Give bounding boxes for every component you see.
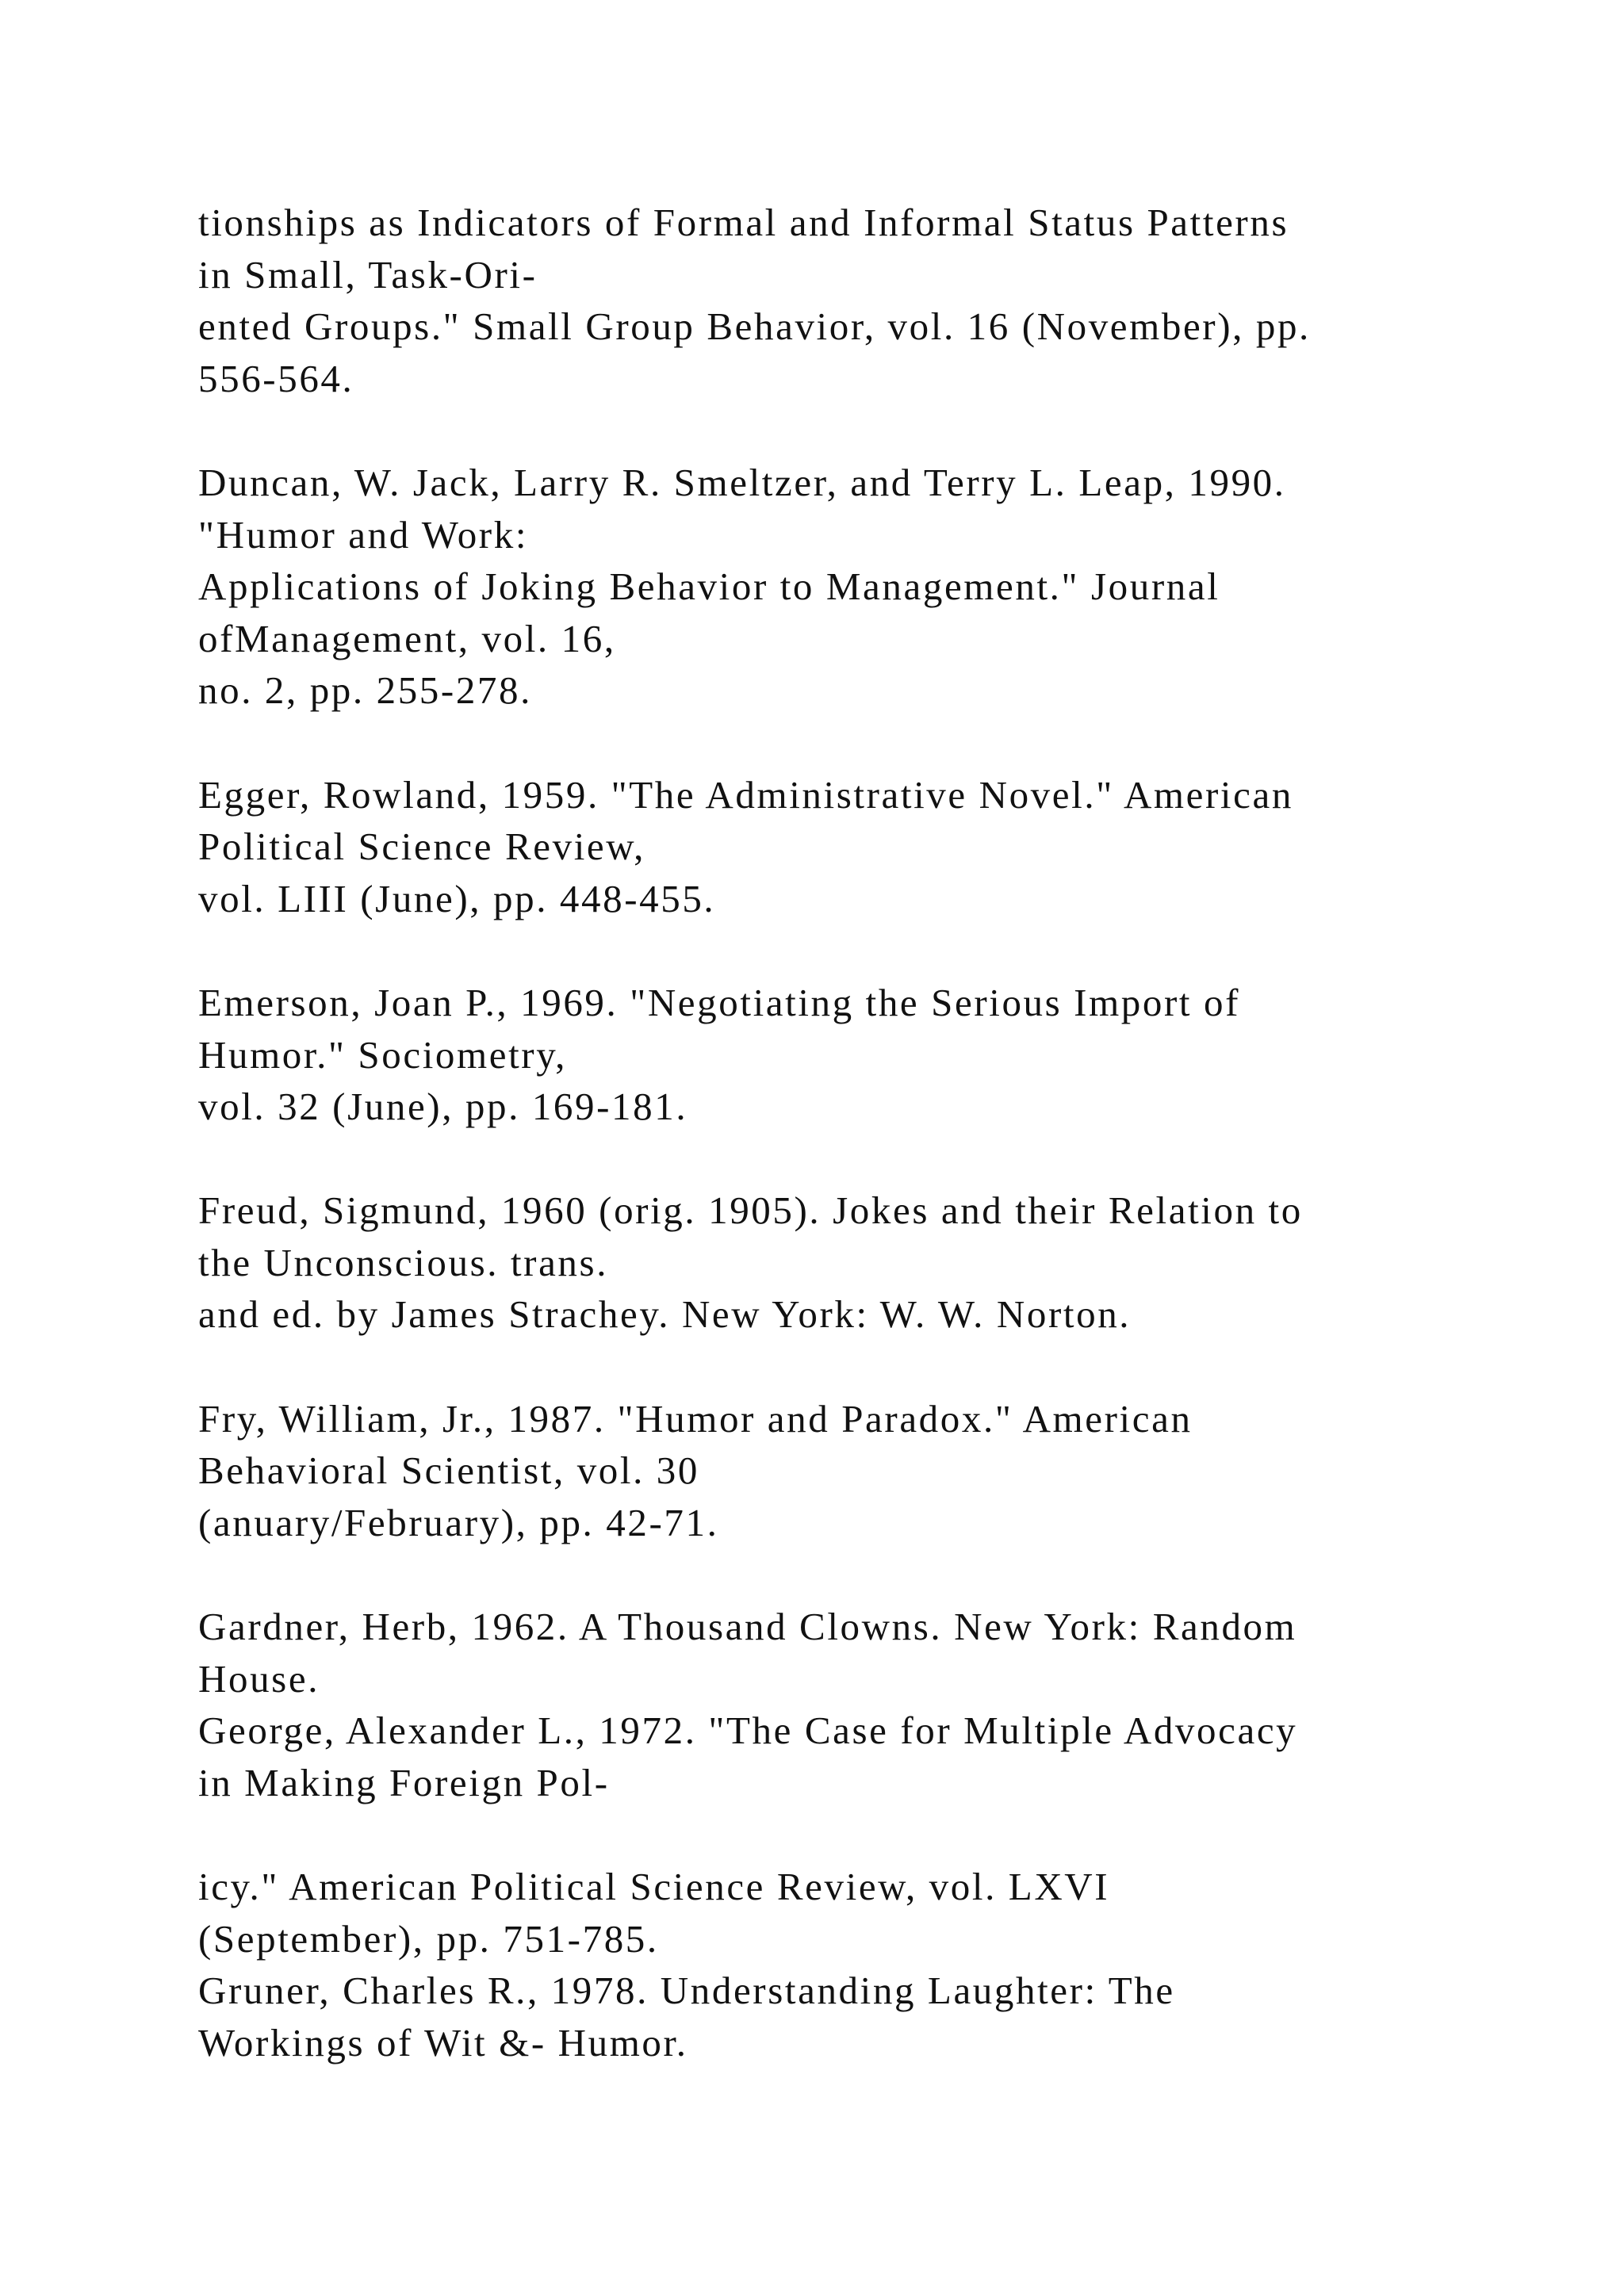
text-line: and ed. by James Strachey. New York: W. W. Norton. <box>198 1292 1132 1337</box>
text-line: Fry, William, Jr., 1987. "Humor and Paradox." American <box>198 1396 1193 1441</box>
blank-line <box>198 924 1467 977</box>
text-line: (anuary/February), pp. 42-71. <box>198 1500 719 1544</box>
text-line: Duncan, W. Jack, Larry R. Smeltzer, and Terry L. Leap, 1990. <box>198 460 1286 504</box>
text-line: (September), pp. 751-785. <box>198 1916 659 1961</box>
text-line: 556-564. <box>198 356 354 400</box>
text-line: icy." American Political Science Review, vol. LXVI <box>198 1865 1110 1908</box>
text-line: Political Science Review, <box>198 825 645 869</box>
text-line: vol. LIII (June), pp. 448-455. <box>198 876 716 920</box>
text-line: in Making Foreign Pol- <box>198 1760 610 1804</box>
blank-line <box>198 404 1467 457</box>
text-line: Gruner, Charles R., 1978. Understanding Laughter: The <box>198 1969 1175 2013</box>
blank-line <box>198 1808 1467 1861</box>
text-line: Applications of Joking Behavior to Management." Journal <box>198 564 1220 609</box>
text-line: in Small, Task-Ori- <box>198 252 538 297</box>
text-line: the Unconscious. trans. <box>198 1240 609 1284</box>
text-line: tionships as Indicators of Formal and Informal Status Patterns <box>198 201 1289 244</box>
text-line: Humor." Sociometry, <box>198 1032 567 1077</box>
blank-line <box>198 1341 1467 1393</box>
text-line: ented Groups." Small Group Behavior, vol. 16 (November), pp. <box>198 304 1311 349</box>
text-line: Emerson, Joan P., 1969. "Negotiating the Serious Import of <box>198 980 1240 1024</box>
blank-line <box>198 1133 1467 1185</box>
text-line: Workings of Wit &- Humor. <box>198 2020 688 2064</box>
text-line: George, Alexander L., 1972. "The Case for Multiple Advocacy <box>198 1709 1298 1753</box>
text-line: no. 2, pp. 255-278. <box>198 668 532 713</box>
blank-line <box>198 717 1467 769</box>
text-line: Gardner, Herb, 1962. A Thousand Clowns. New York: Random <box>198 1605 1297 1649</box>
text-line: Behavioral Scientist, vol. 30 <box>198 1448 700 1493</box>
text-line: Egger, Rowland, 1959. "The Administrative Novel." American <box>198 772 1293 817</box>
text-line: ofManagement, vol. 16, <box>198 616 616 660</box>
text-line: vol. 32 (June), pp. 169-181. <box>198 1085 688 1129</box>
blank-line <box>198 1548 1467 1601</box>
references-text <box>198 197 1467 2068</box>
text-line: "Humor and Work: <box>198 512 529 557</box>
text-line: Freud, Sigmund, 1960 (orig. 1905). Jokes and their Relation to <box>198 1188 1303 1233</box>
text-line: House. <box>198 1656 320 1701</box>
